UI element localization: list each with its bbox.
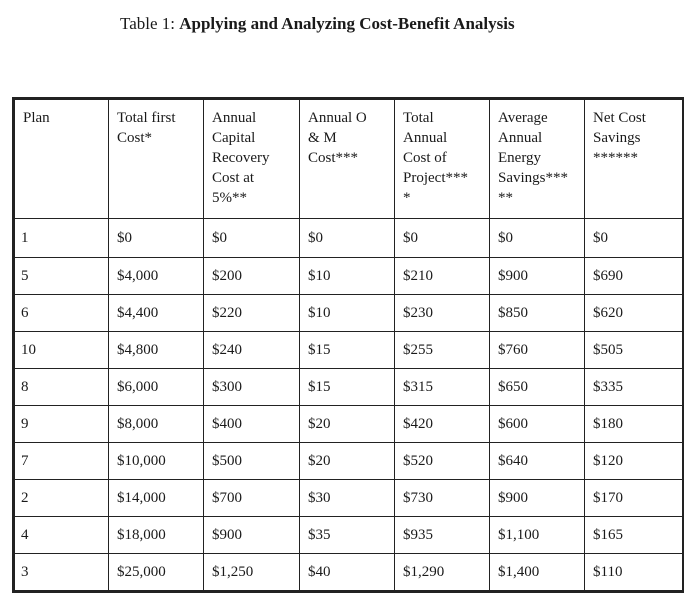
value-cell: $240 [204, 332, 300, 369]
column-header-line: 5%** [212, 190, 247, 206]
plan-cell: 10 [15, 332, 109, 369]
value-cell: $165 [585, 517, 683, 554]
value-cell: $0 [300, 219, 395, 258]
column-header [204, 100, 300, 219]
table-body [15, 219, 683, 591]
value-cell: $1,100 [490, 517, 585, 554]
value-cell: $180 [585, 406, 683, 443]
plan-cell: 4 [15, 517, 109, 554]
table-row [15, 369, 683, 406]
value-cell: $220 [204, 295, 300, 332]
column-header-line: Cost*** [308, 150, 359, 166]
column-header-line: Cost of [403, 150, 447, 166]
plan-cell: 2 [15, 480, 109, 517]
value-cell: $700 [204, 480, 300, 517]
value-cell: $0 [490, 219, 585, 258]
header-row [15, 100, 683, 219]
value-cell: $10,000 [109, 443, 204, 480]
value-cell: $15 [300, 332, 395, 369]
value-cell: $25,000 [109, 554, 204, 591]
column-header-line: Cost* [117, 130, 153, 146]
table-row [15, 443, 683, 480]
value-cell: $900 [490, 480, 585, 517]
value-cell: $210 [395, 258, 490, 295]
column-header-line: Net Cost [593, 110, 646, 126]
value-cell: $40 [300, 554, 395, 591]
value-cell: $650 [490, 369, 585, 406]
value-cell: $120 [585, 443, 683, 480]
column-header-line: Annual O [308, 110, 367, 126]
value-cell: $1,250 [204, 554, 300, 591]
table-header [15, 100, 683, 219]
table-row [15, 258, 683, 295]
value-cell: $10 [300, 295, 395, 332]
value-cell: $640 [490, 443, 585, 480]
column-header-line: ** [498, 190, 513, 206]
value-cell: $500 [204, 443, 300, 480]
caption-title: Applying and Analyzing Cost-Benefit Analysis [179, 14, 515, 33]
column-header-line: Savings*** [498, 170, 569, 186]
value-cell: $110 [585, 554, 683, 591]
value-cell: $0 [204, 219, 300, 258]
column-header-line: Annual [212, 110, 257, 126]
column-header-line: Total first [117, 110, 176, 126]
column-header [109, 100, 204, 219]
caption-prefix: Table 1: [120, 14, 180, 33]
column-header-line: * [403, 190, 411, 206]
value-cell: $520 [395, 443, 490, 480]
column-header-line: Capital [212, 130, 256, 146]
plan-cell: 3 [15, 554, 109, 591]
value-cell: $4,800 [109, 332, 204, 369]
table-row [15, 219, 683, 258]
value-cell: $0 [395, 219, 490, 258]
column-header-line: Cost at [212, 170, 255, 186]
value-cell: $420 [395, 406, 490, 443]
column-header-line: ****** [593, 150, 638, 166]
value-cell: $900 [204, 517, 300, 554]
column-header [490, 100, 585, 219]
column-header-line: Savings [593, 130, 641, 146]
plan-cell: 5 [15, 258, 109, 295]
column-header-line: Total [403, 110, 434, 126]
column-header-line: Recovery [212, 150, 270, 166]
column-header [15, 100, 109, 219]
plan-cell: 7 [15, 443, 109, 480]
column-header-line: & M [308, 130, 337, 146]
value-cell: $600 [490, 406, 585, 443]
value-cell: $4,000 [109, 258, 204, 295]
column-header [395, 100, 490, 219]
column-header-line: Average [498, 110, 548, 126]
value-cell: $850 [490, 295, 585, 332]
value-cell: $6,000 [109, 369, 204, 406]
table-caption [120, 14, 515, 34]
plan-cell: 6 [15, 295, 109, 332]
value-cell: $230 [395, 295, 490, 332]
value-cell: $900 [490, 258, 585, 295]
value-cell: $30 [300, 480, 395, 517]
value-cell: $0 [109, 219, 204, 258]
value-cell: $690 [585, 258, 683, 295]
table-row [15, 554, 683, 591]
cost-benefit-table [14, 99, 683, 591]
value-cell: $200 [204, 258, 300, 295]
column-header-line: Plan [23, 110, 50, 126]
value-cell: $730 [395, 480, 490, 517]
column-header-line: Annual [403, 130, 448, 146]
value-cell: $935 [395, 517, 490, 554]
value-cell: $300 [204, 369, 300, 406]
value-cell: $400 [204, 406, 300, 443]
value-cell: $620 [585, 295, 683, 332]
value-cell: $1,290 [395, 554, 490, 591]
table-row [15, 332, 683, 369]
value-cell: $1,400 [490, 554, 585, 591]
value-cell: $14,000 [109, 480, 204, 517]
table-row [15, 295, 683, 332]
value-cell: $35 [300, 517, 395, 554]
value-cell: $4,400 [109, 295, 204, 332]
value-cell: $20 [300, 406, 395, 443]
cost-benefit-table-container [12, 97, 684, 593]
value-cell: $20 [300, 443, 395, 480]
column-header [585, 100, 683, 219]
value-cell: $315 [395, 369, 490, 406]
column-header [300, 100, 395, 219]
value-cell: $170 [585, 480, 683, 517]
value-cell: $0 [585, 219, 683, 258]
value-cell: $335 [585, 369, 683, 406]
plan-cell: 8 [15, 369, 109, 406]
value-cell: $760 [490, 332, 585, 369]
value-cell: $8,000 [109, 406, 204, 443]
column-header-line: Project*** [403, 170, 468, 186]
table-row [15, 406, 683, 443]
value-cell: $18,000 [109, 517, 204, 554]
value-cell: $15 [300, 369, 395, 406]
column-header-line: Energy [498, 150, 542, 166]
value-cell: $505 [585, 332, 683, 369]
plan-cell: 1 [15, 219, 109, 258]
plan-cell: 9 [15, 406, 109, 443]
value-cell: $255 [395, 332, 490, 369]
table-row [15, 517, 683, 554]
column-header-line: Annual [498, 130, 543, 146]
value-cell: $10 [300, 258, 395, 295]
table-row [15, 480, 683, 517]
